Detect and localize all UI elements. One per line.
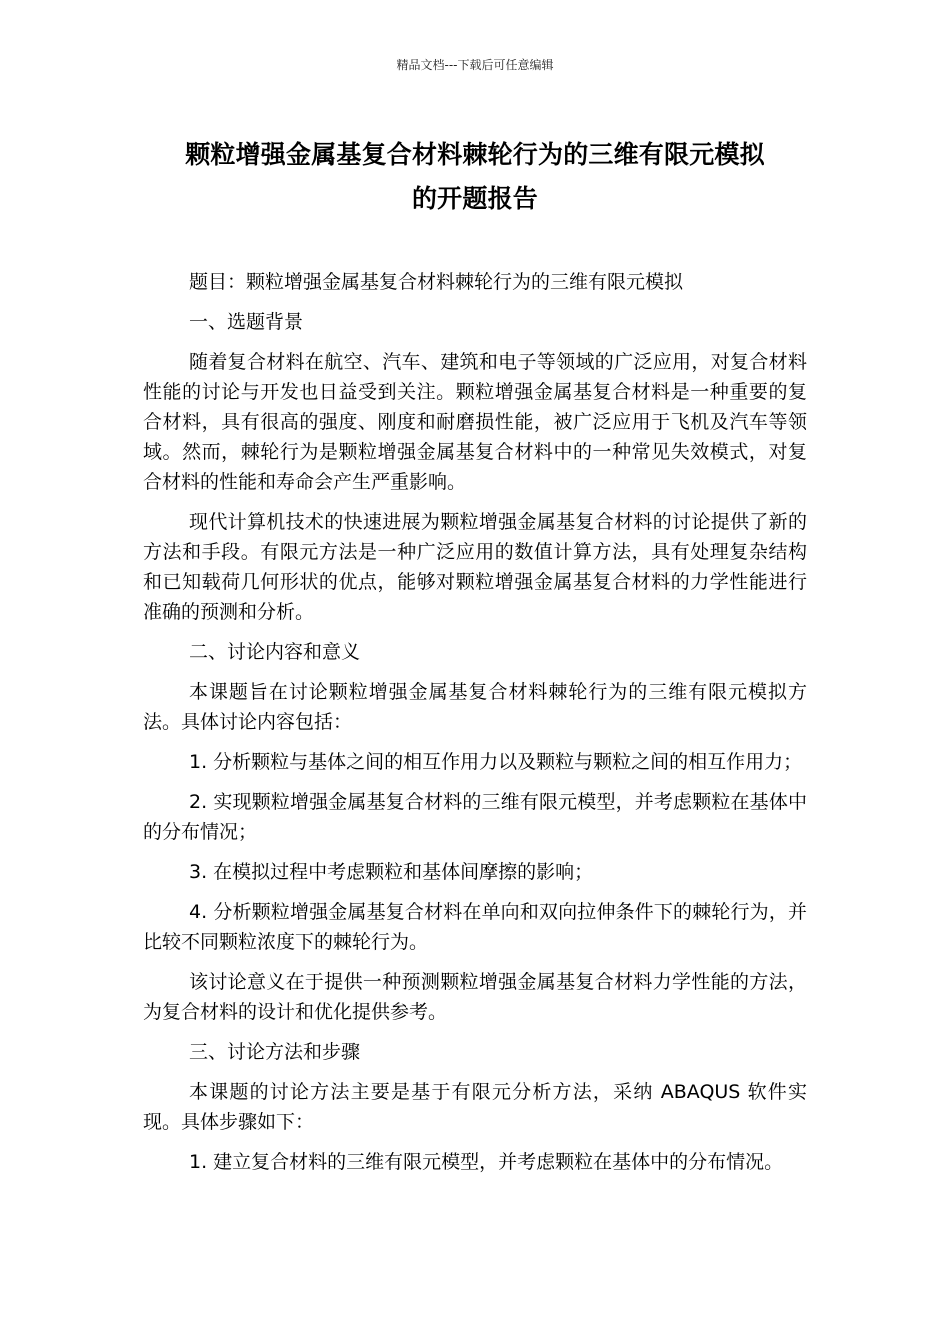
paragraph: 现代计算机技术的快速进展为颗粒增强金属基复合材料的讨论提供了新的方法和手段。有限元方法是一种广泛应用的数值计算方法，具有处理复杂结构和已知载荷几何形状的优点，能够对颗粒增强金属基复合材料的力学性能进行准确的预测和分析。: [143, 511, 807, 623]
title-line-2: 的开题报告: [411, 184, 538, 213]
list-item: 3. 在模拟过程中考虑颗粒和基体间摩擦的影响；: [189, 861, 594, 883]
paragraph: 本课题的讨论方法主要是基于有限元分析方法，采纳 ABAQUS 软件实现。具体步骤如下：: [143, 1081, 807, 1133]
list-item: 1. 分析颗粒与基体之间的相互作用力以及颗粒与颗粒之间的相互作用力；: [189, 751, 803, 773]
list-item: 2. 实现颗粒增强金属基复合材料的三维有限元模型，并考虑颗粒在基体中的分布情况；: [143, 791, 807, 843]
document-body: [143, 267, 807, 1187]
list-item: 1. 建立复合材料的三维有限元模型，并考虑颗粒在基体中的分布情况。: [189, 1151, 784, 1173]
document-title: [140, 133, 810, 221]
paragraph: 随着复合材料在航空、汽车、建筑和电子等领域的广泛应用，对复合材料性能的讨论与开发也日益受到关注。颗粒增强金属基复合材料是一种重要的复合材料，具有很高的强度、刚度和耐磨损性能，被广泛应用于飞机及汽车等领域。然而，棘轮行为是颗粒增强金属基复合材料中的一种常见失效模式，对复合材料的性能和寿命会产生严重影响。: [143, 351, 807, 493]
paragraph: 该讨论意义在于提供一种预测颗粒增强金属基复合材料力学性能的方法，为复合材料的设计和优化提供参考。: [143, 971, 807, 1023]
section-heading-background: 一、选题背景: [189, 311, 304, 333]
header-note: 精品文档---下载后可任意编辑: [396, 58, 554, 72]
list-item: 4. 分析颗粒增强金属基复合材料在单向和双向拉伸条件下的棘轮行为，并比较不同颗粒浓度下的棘轮行为。: [143, 901, 807, 953]
topic-line: 题目：颗粒增强金属基复合材料棘轮行为的三维有限元模拟: [189, 271, 684, 293]
section-heading-method: 三、讨论方法和步骤: [189, 1041, 361, 1063]
paragraph: 本课题旨在讨论颗粒增强金属基复合材料棘轮行为的三维有限元模拟方法。具体讨论内容包括：: [143, 681, 807, 733]
section-heading-content: 二、讨论内容和意义: [189, 641, 361, 663]
title-line-1: 颗粒增强金属基复合材料棘轮行为的三维有限元模拟: [185, 140, 765, 169]
